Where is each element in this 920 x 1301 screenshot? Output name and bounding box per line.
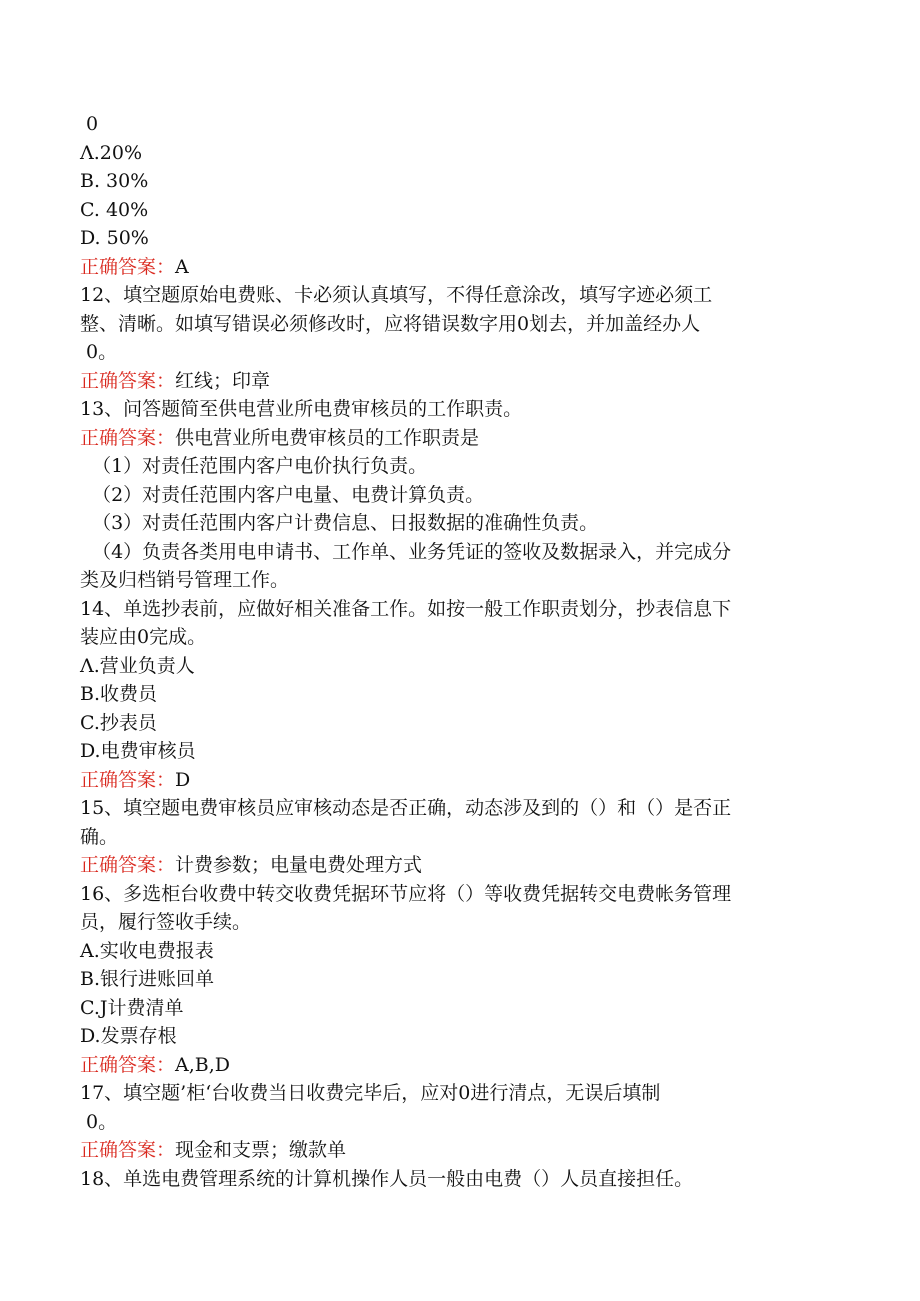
answer-label: 正确答案：	[80, 854, 176, 876]
option-a: Λ.20%	[80, 141, 142, 164]
option-d: D.电费审核员	[80, 740, 196, 762]
answer-value: D	[175, 768, 191, 791]
answer-label: 正确答案：	[80, 768, 176, 791]
answer-line-11	[80, 253, 840, 282]
answer-line-13	[80, 424, 840, 453]
option-c: C. 40%	[80, 198, 149, 221]
question-13: 13、问答题简至供电营业所电费审核员的工作职责。	[80, 398, 523, 420]
question-15-cont: 确。	[80, 825, 119, 848]
question-12-cont: 整、清晰。如填写错误必须修改时，应将错误数字用0划去，并加盖经办人	[80, 312, 701, 335]
option-b: B.收费员	[80, 683, 158, 705]
answer-item-cont: 类及归档销号管理工作。	[80, 569, 290, 591]
question-12-cont: 0。	[80, 341, 118, 363]
answer-label: 正确答案：	[80, 369, 176, 392]
option-c: C.抄表员	[80, 711, 157, 734]
question-14-cont: 装应由0完成。	[80, 626, 207, 648]
answer-line-15	[80, 851, 840, 880]
question-17: 17、填空题’柜‘台收费当日收费完毕后，应对0进行清点，无误后填制	[80, 1082, 661, 1104]
answer-value: A	[175, 255, 189, 278]
option-d: D.发票存根	[80, 1025, 177, 1047]
question-15: 15、填空题电费审核员应审核动态是否正确，动态涉及到的（）和（）是否正	[80, 797, 732, 819]
option-a: A.实收电费报表	[80, 939, 214, 962]
option-a: Λ.营业负责人	[80, 654, 195, 677]
answer-value: 供电营业所电费审核员的工作职责是	[175, 426, 480, 449]
answer-line-17	[80, 1136, 840, 1165]
answer-label: 正确答案：	[80, 426, 176, 449]
answer-value: 计费参数；电量电费处理方式	[175, 854, 423, 876]
document-page	[80, 110, 840, 1193]
question-16: 16、多选柜台收费中转交收费凭据环节应将（）等收费凭据转交电费帐务管理	[80, 882, 732, 905]
answer-item: （4）负责各类用电申请书、工作单、业务凭证的签收及数据录入，并完成分	[80, 540, 732, 563]
answer-label: 正确答案：	[80, 255, 176, 278]
option-d: D. 50%	[80, 227, 149, 249]
question-18: 18、单选电费管理系统的计算机操作人员一般由电费（）人员直接担任。	[80, 1167, 694, 1190]
answer-line-14	[80, 766, 840, 795]
question-11-tail: 0	[80, 113, 99, 135]
option-c: C.J计费清单	[80, 996, 184, 1019]
option-b: B.银行进账回单	[80, 968, 215, 990]
option-b: B. 30%	[80, 170, 149, 192]
question-12: 12、填空题原始电费账、卡必须认真填写，不得任意涂改，填写字迹必须工	[80, 284, 713, 306]
answer-line-16	[80, 1051, 840, 1080]
answer-label: 正确答案：	[80, 1053, 176, 1076]
answer-item: （1）对责任范围内客户电价执行负责。	[80, 455, 428, 477]
question-16-cont: 员，履行签收手续。	[80, 911, 252, 933]
answer-item: （2）对责任范围内客户电量、电费计算负责。	[80, 483, 485, 506]
answer-value: 现金和支票；缴款单	[175, 1139, 347, 1161]
answer-line-12	[80, 367, 840, 396]
question-17-cont: 0。	[80, 1110, 118, 1133]
question-14: 14、单选抄表前，应做好相关准备工作。如按一般工作职责划分，抄表信息下	[80, 597, 732, 620]
answer-value: A,B,D	[175, 1053, 231, 1076]
answer-value: 红线；印章	[175, 369, 271, 392]
answer-label: 正确答案：	[80, 1139, 176, 1161]
answer-item: （3）对责任范围内客户计费信息、日报数据的准确性负责。	[80, 512, 599, 534]
